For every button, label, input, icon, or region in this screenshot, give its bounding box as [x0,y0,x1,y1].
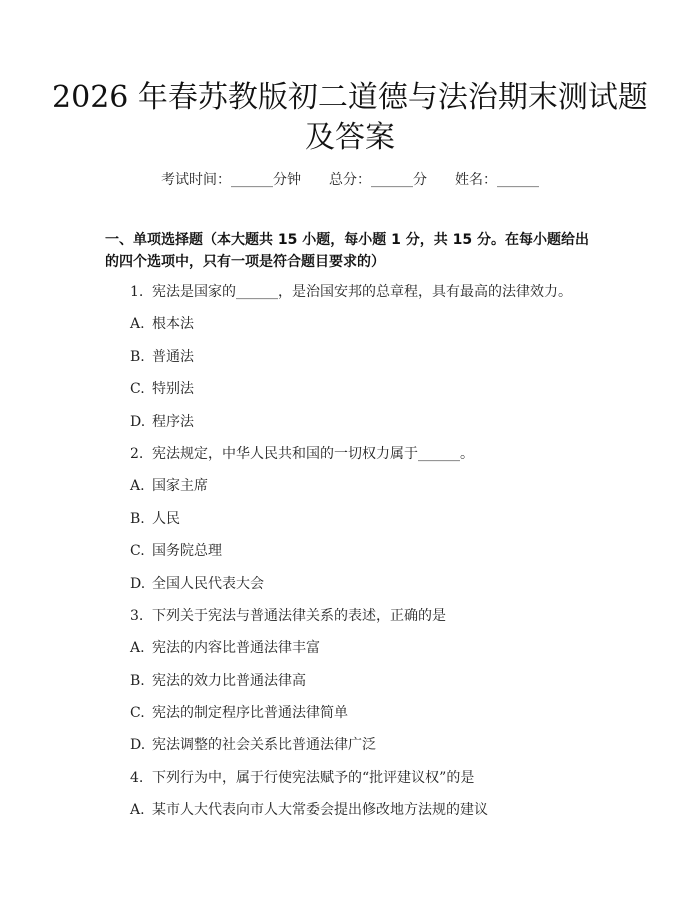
question-number: 4. [130,769,144,786]
section-title: 一、单项选择题（本大题共 15 小题，每小题 1 分，共 15 分。在每小题给出的四个选项中，只有一项是符合题目要求的） [105,232,589,270]
option-letter: B. [130,348,145,365]
option-item [130,347,600,379]
option-text: 国家主席 [152,478,208,495]
question-item [130,444,600,476]
question-text: 宪法是国家的______，是治国安邦的总章程，具有最高的法律效力。 [152,284,572,300]
question-text: 宪法规定，中华人民共和国的一切权力属于______。 [152,445,474,462]
option-item [130,638,600,670]
option-letter: C. [130,381,145,398]
option-letter: D. [130,413,146,430]
option-text: 程序法 [152,413,194,430]
option-letter: A. [130,802,145,819]
option-item [130,800,600,832]
option-letter: D. [130,737,146,754]
student-name-label: 姓名：______ [455,172,539,188]
option-item [130,379,600,411]
option-text: 宪法的内容比普通法律丰富 [152,640,320,657]
exam-meta [0,170,700,190]
exam-time-label: 考试时间：______分钟 [161,172,301,188]
option-letter: A. [130,316,145,333]
option-item [130,735,600,767]
question-item [130,282,600,314]
option-text: 全国人民代表大会 [152,575,264,592]
question-number: 3. [130,607,144,624]
option-letter: A. [130,640,145,657]
option-item [130,412,600,444]
option-text: 人民 [152,510,180,527]
option-letter: A. [130,478,145,495]
question-number: 2. [130,445,144,462]
page-title-line2: 及答案 [305,120,395,155]
option-text: 宪法的效力比普通法律高 [152,672,306,689]
question-item [130,768,600,800]
option-text: 宪法调整的社会关系比普通法律广泛 [152,737,376,754]
option-text: 某市人大代表向市人大常委会提出修改地方法规的建议 [152,802,488,819]
question-list [130,282,600,833]
option-text: 国务院总理 [152,543,222,560]
option-text: 特别法 [152,381,194,398]
option-item [130,703,600,735]
question-item [130,606,600,638]
total-score-label: 总分：______分 [329,172,427,188]
option-item [130,574,600,606]
option-item [130,541,600,573]
option-letter: B. [130,510,145,527]
option-letter: C. [130,705,145,722]
question-text: 下列行为中，属于行使宪法赋予的“批评建议权”的是 [152,769,475,786]
question-number: 1. [130,284,144,300]
option-item [130,314,600,346]
option-letter: D. [130,575,146,592]
option-text: 普通法 [152,348,194,365]
option-item [130,509,600,541]
option-text: 宪法的制定程序比普通法律简单 [152,705,348,722]
question-text: 下列关于宪法与普通法律关系的表述，正确的是 [152,607,446,624]
option-letter: C. [130,543,145,560]
option-item [130,671,600,703]
option-item [130,476,600,508]
page-title-line1: 2026 年春苏教版初二道德与法治期末测试题 [52,80,648,115]
option-letter: B. [130,672,145,689]
option-text: 根本法 [152,316,194,333]
